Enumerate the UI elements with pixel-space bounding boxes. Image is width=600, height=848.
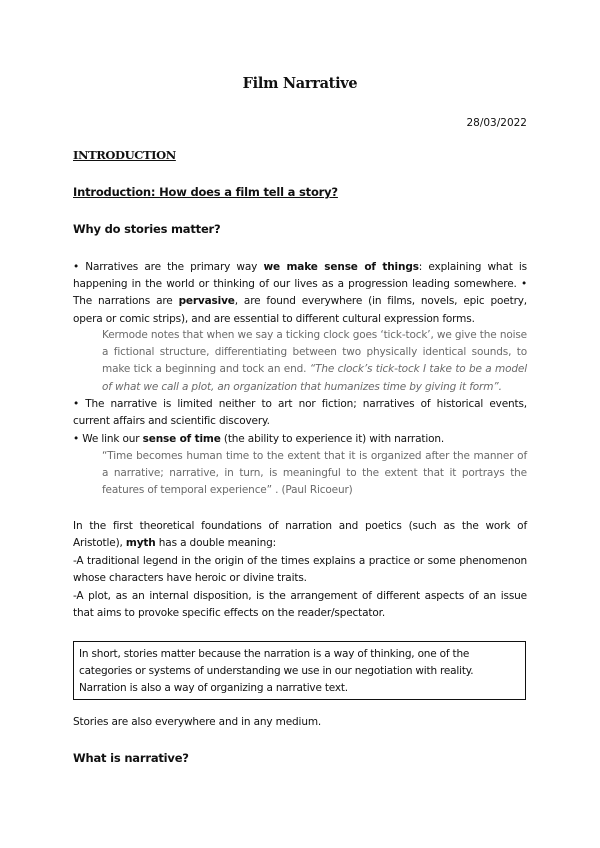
paragraph-plot-disposition: -A plot, as an internal disposition, is the arrangement of different aspects of an issue that aims to provoke specific effects on the reader/spectator. xyxy=(73,590,527,620)
subheading-why-stories-matter: Why do stories matter? xyxy=(73,222,221,236)
summary-box: In short, stories matter because the narration is a way of thinking, one of the categories or systems of understanding we use in our negotiation with reality. Narration is also a way of organizing a narrative text. xyxy=(73,641,526,700)
quote-kermode: Kermode notes that when we say a ticking clock goes ‘tick-tock’, we give the noise a fictional structure, differentiating between two physically identical sounds, to make tick a beginning and tock an end. “The clock’s tick-tock I take to be a model of what we call a plot, an organization that humanizes time by giving it form”. xyxy=(102,329,527,393)
paragraph-stories-everywhere: Stories are also everywhere and in any medium. xyxy=(73,716,322,728)
introduction-heading: INTRODUCTION xyxy=(73,148,176,162)
paragraph-narrative-limited: • The narrative is limited neither to art nor fiction; narratives of historical events, current affairs and scientific discovery. xyxy=(73,398,527,428)
subheading-how-film-tells-story: Introduction: How does a film tell a story? xyxy=(73,185,338,199)
paragraph-myth-intro: In the first theoretical foundations of narration and poetics (such as the work of Aristotle), myth has a double meaning: xyxy=(73,520,527,550)
subheading-what-is-narrative: What is narrative? xyxy=(73,751,189,765)
quote-ricoeur: “Time becomes human time to the extent that it is organized after the manner of a narrative; narrative, in turn, is meaningful to the extent that it portrays the features of temporal experience” . (Paul Ricoeur) xyxy=(102,450,527,497)
paragraph-traditional-legend: -A traditional legend in the origin of the times explains a practice or some phenomenon whose characters have heroic or divine traits. xyxy=(73,555,527,585)
document-date: 28/03/2022 xyxy=(466,117,527,129)
paragraph-sense-of-time: • We link our sense of time (the ability to experience it) with narration. xyxy=(73,433,445,445)
paragraph-narratives-primary: • Narratives are the primary way we make sense of things: explaining what is happening in the world or thinking of our lives as a progression leading somewhere. • The narrations are pervasive, are found everywhere (in films, novels, epic poetry, opera or comic strips), and are essential to different cultural expression forms. xyxy=(73,261,527,325)
document-title: Film Narrative xyxy=(242,75,358,92)
